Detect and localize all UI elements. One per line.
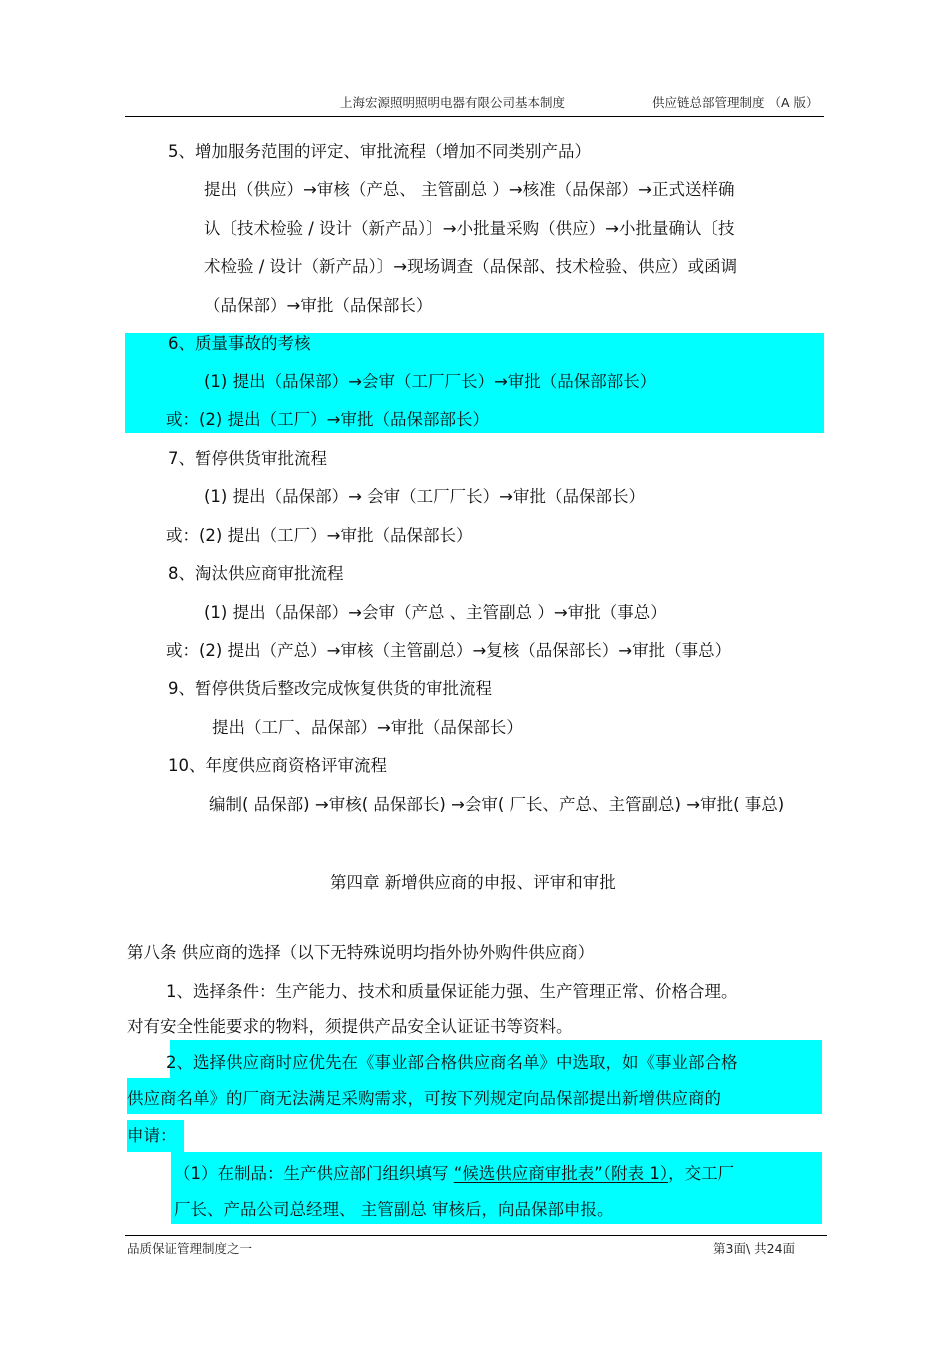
section-10-line-1: 编制( 品保部) →审核( 品保部长) →会审( 厂长、产总、主管副总) →审批( 事总) (209, 795, 785, 814)
footer-doc-series: 品质保证管理制度之一 (127, 1241, 253, 1256)
paragraph-3-line-2: 厂长、产品公司总经理、 主管副总 审核后，向品保部申报。 (174, 1200, 614, 1219)
section-8-title: 8、淘汰供应商审批流程 (168, 564, 344, 583)
section-9-title: 9、暂停供货后整改完成恢复供货的审批流程 (168, 679, 492, 698)
section-5-line-3: 术检验 / 设计（新产品）〕→现场调查（品保部、技术检验、供应）或函调 (204, 257, 738, 276)
paragraph-2-line-3: 申请： (127, 1126, 177, 1145)
section-8-line-1: (1) 提出（品保部）→会审（产总 、主管副总 ）→审批（事总） (204, 603, 667, 622)
header-doc-title: 供应链总部管理制度 （A 版） (652, 95, 819, 110)
section-8-line-2: 或：(2) 提出（产总）→审核（主管副总）→复核（品保部长）→审批（事总） (166, 641, 732, 660)
section-6-line-2: 或：(2) 提出（工厂）→审批（品保部部长） (166, 410, 489, 429)
paragraph-3-text-a: （1）在制品：生产供应部门组织填写 (174, 1164, 454, 1183)
paragraph-2-line-1: 2、选择供应商时应优先在《事业部合格供应商名单》中选取，如《事业部合格 (166, 1053, 738, 1072)
paragraph-3-text-b: ，交工厂 (668, 1164, 735, 1183)
section-10-title: 10、年度供应商资格评审流程 (168, 756, 387, 775)
section-7-title: 7、暂停供货审批流程 (168, 449, 327, 468)
chapter-heading: 第四章 新增供应商的申报、评审和审批 (330, 873, 616, 892)
paragraph-3-line-1 (174, 1163, 734, 1185)
section-7-line-2: 或：(2) 提出（工厂）→审批（品保部长） (166, 526, 473, 545)
section-7-line-1: (1) 提出（品保部）→ 会审（工厂厂长）→审批（品保部长） (204, 487, 646, 506)
footer-page-number: 第3面\ 共24面 (713, 1241, 796, 1256)
section-5-title: 5、增加服务范围的评定、审批流程（增加不同类别产品） (168, 142, 591, 161)
article-8-heading: 第八条 供应商的选择（以下无特殊说明均指外协外购件供应商） (127, 943, 595, 962)
section-5-line-1: 提出（供应）→审核（产总、 主管副总 ）→核准（品保部）→正式送样确 (204, 180, 735, 199)
header-company-title: 上海宏源照明照明电器有限公司基本制度 (340, 95, 566, 110)
header-rule (125, 116, 824, 117)
candidate-supplier-form-ref: “候选供应商审批表”（附表 1） (453, 1164, 669, 1183)
paragraph-1-line-1: 1、选择条件：生产能力、技术和质量保证能力强、生产管理正常、价格合理。 (166, 982, 738, 1001)
footer-rule (125, 1235, 827, 1236)
section-5-line-2: 认〔技术检验 / 设计（新产品）〕→小批量采购（供应）→小批量确认〔技 (204, 219, 735, 238)
paragraph-2-line-2: 供应商名单》的厂商无法满足采购需求，可按下列规定向品保部提出新增供应商的 (127, 1089, 721, 1108)
section-5-line-4: （品保部）→审批（品保部长） (204, 296, 433, 315)
section-6-line-1: (1) 提出（品保部）→会审（工厂厂长）→审批（品保部部长） (204, 372, 657, 391)
section-9-line-1: 提出（工厂、品保部）→审批（品保部长） (212, 718, 523, 737)
paragraph-1-line-2: 对有安全性能要求的物料，须提供产品安全认证证书等资料。 (127, 1017, 573, 1036)
section-6-title: 6、质量事故的考核 (168, 334, 311, 353)
